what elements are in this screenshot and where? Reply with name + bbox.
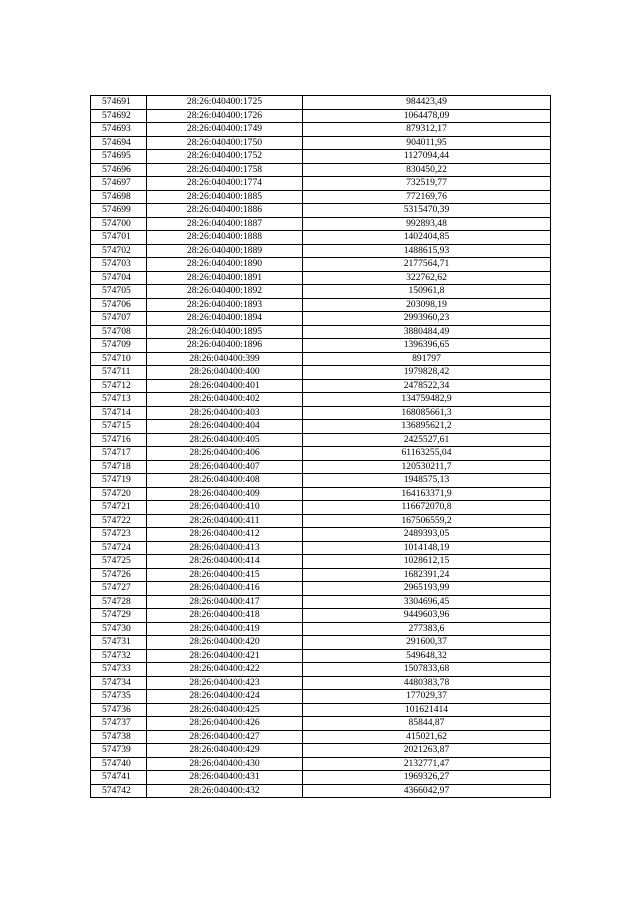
- cadastral-number-cell: 28:26:040400:409: [147, 487, 303, 501]
- cadastral-number-cell: 28:26:040400:403: [147, 406, 303, 420]
- table-row: [91, 460, 551, 474]
- value-cell: 1969326,27: [303, 771, 551, 785]
- cadastral-number-cell: 28:26:040400:1752: [147, 150, 303, 164]
- row-number-cell: 574708: [91, 325, 147, 339]
- value-cell: 549648,32: [303, 649, 551, 663]
- row-number-cell: 574741: [91, 771, 147, 785]
- value-cell: 167506559,2: [303, 514, 551, 528]
- row-number-cell: 574738: [91, 730, 147, 744]
- cadastral-number-cell: 28:26:040400:405: [147, 433, 303, 447]
- row-number-cell: 574691: [91, 96, 147, 110]
- cadastral-number-cell: 28:26:040400:406: [147, 447, 303, 461]
- value-cell: 984423,49: [303, 96, 551, 110]
- row-number-cell: 574718: [91, 460, 147, 474]
- value-cell: 136895621,2: [303, 420, 551, 434]
- table-row: [91, 784, 551, 798]
- row-number-cell: 574693: [91, 123, 147, 137]
- value-cell: 101621414: [303, 703, 551, 717]
- cadastral-number-cell: 28:26:040400:404: [147, 420, 303, 434]
- table-body: [91, 96, 551, 798]
- table-row: [91, 231, 551, 245]
- row-number-cell: 574730: [91, 622, 147, 636]
- table-row: [91, 352, 551, 366]
- row-number-cell: 574710: [91, 352, 147, 366]
- table-row: [91, 136, 551, 150]
- value-cell: 992893,48: [303, 217, 551, 231]
- value-cell: 3880484,49: [303, 325, 551, 339]
- row-number-cell: 574733: [91, 663, 147, 677]
- row-number-cell: 574721: [91, 501, 147, 515]
- row-number-cell: 574712: [91, 379, 147, 393]
- row-number-cell: 574713: [91, 393, 147, 407]
- value-cell: 5315470,39: [303, 204, 551, 218]
- table-row: [91, 366, 551, 380]
- cadastral-number-cell: 28:26:040400:416: [147, 582, 303, 596]
- cadastral-number-cell: 28:26:040400:426: [147, 717, 303, 731]
- row-number-cell: 574711: [91, 366, 147, 380]
- row-number-cell: 574707: [91, 312, 147, 326]
- table-row: [91, 474, 551, 488]
- value-cell: 891797: [303, 352, 551, 366]
- table-row: [91, 487, 551, 501]
- row-number-cell: 574739: [91, 744, 147, 758]
- row-number-cell: 574722: [91, 514, 147, 528]
- cadastral-number-cell: 28:26:040400:421: [147, 649, 303, 663]
- cadastral-number-cell: 28:26:040400:418: [147, 609, 303, 623]
- value-cell: 2021263,87: [303, 744, 551, 758]
- cadastral-number-cell: 28:26:040400:1885: [147, 190, 303, 204]
- value-cell: 277383,6: [303, 622, 551, 636]
- value-cell: 904011,95: [303, 136, 551, 150]
- value-cell: 120530211,7: [303, 460, 551, 474]
- value-cell: 2489393,05: [303, 528, 551, 542]
- table-row: [91, 339, 551, 353]
- value-cell: 2132771,47: [303, 757, 551, 771]
- value-cell: 164163371,9: [303, 487, 551, 501]
- row-number-cell: 574704: [91, 271, 147, 285]
- table-row: [91, 703, 551, 717]
- table-row: [91, 568, 551, 582]
- value-cell: 1014148,19: [303, 541, 551, 555]
- row-number-cell: 574726: [91, 568, 147, 582]
- value-cell: 415021,62: [303, 730, 551, 744]
- cadastral-number-cell: 28:26:040400:402: [147, 393, 303, 407]
- table-row: [91, 744, 551, 758]
- cadastral-number-cell: 28:26:040400:1890: [147, 258, 303, 272]
- row-number-cell: 574700: [91, 217, 147, 231]
- table-row: [91, 271, 551, 285]
- cadastral-number-cell: 28:26:040400:429: [147, 744, 303, 758]
- cadastral-number-cell: 28:26:040400:1889: [147, 244, 303, 258]
- row-number-cell: 574715: [91, 420, 147, 434]
- cadastral-number-cell: 28:26:040400:420: [147, 636, 303, 650]
- table-row: [91, 609, 551, 623]
- row-number-cell: 574694: [91, 136, 147, 150]
- table-row: [91, 217, 551, 231]
- value-cell: 1682391,24: [303, 568, 551, 582]
- cadastral-number-cell: 28:26:040400:425: [147, 703, 303, 717]
- cadastral-number-cell: 28:26:040400:430: [147, 757, 303, 771]
- value-cell: 150961,8: [303, 285, 551, 299]
- value-cell: 3304696,45: [303, 595, 551, 609]
- value-cell: 772169,76: [303, 190, 551, 204]
- row-number-cell: 574729: [91, 609, 147, 623]
- table-row: [91, 514, 551, 528]
- cadastral-number-cell: 28:26:040400:1893: [147, 298, 303, 312]
- row-number-cell: 574735: [91, 690, 147, 704]
- table-row: [91, 163, 551, 177]
- row-number-cell: 574740: [91, 757, 147, 771]
- row-number-cell: 574696: [91, 163, 147, 177]
- table-row: [91, 541, 551, 555]
- value-cell: 1402404,85: [303, 231, 551, 245]
- value-cell: 1507833,68: [303, 663, 551, 677]
- cadastral-number-cell: 28:26:040400:407: [147, 460, 303, 474]
- cadastral-number-cell: 28:26:040400:432: [147, 784, 303, 798]
- row-number-cell: 574702: [91, 244, 147, 258]
- value-cell: 2425527,61: [303, 433, 551, 447]
- table-row: [91, 190, 551, 204]
- row-number-cell: 574731: [91, 636, 147, 650]
- value-cell: 85844,87: [303, 717, 551, 731]
- cadastral-number-cell: 28:26:040400:417: [147, 595, 303, 609]
- table-row: [91, 285, 551, 299]
- value-cell: 1064478,09: [303, 109, 551, 123]
- row-number-cell: 574732: [91, 649, 147, 663]
- table-row: [91, 555, 551, 569]
- table-row: [91, 636, 551, 650]
- table-row: [91, 379, 551, 393]
- value-cell: 134759482,9: [303, 393, 551, 407]
- row-number-cell: 574723: [91, 528, 147, 542]
- value-cell: 168085661,3: [303, 406, 551, 420]
- cadastral-number-cell: 28:26:040400:1726: [147, 109, 303, 123]
- cadastral-number-cell: 28:26:040400:408: [147, 474, 303, 488]
- value-cell: 2993960,23: [303, 312, 551, 326]
- cadastral-number-cell: 28:26:040400:1749: [147, 123, 303, 137]
- row-number-cell: 574709: [91, 339, 147, 353]
- row-number-cell: 574703: [91, 258, 147, 272]
- row-number-cell: 574697: [91, 177, 147, 191]
- row-number-cell: 574714: [91, 406, 147, 420]
- cadastral-number-cell: 28:26:040400:431: [147, 771, 303, 785]
- cadastral-number-cell: 28:26:040400:410: [147, 501, 303, 515]
- value-cell: 203098,19: [303, 298, 551, 312]
- table-row: [91, 771, 551, 785]
- cadastral-number-cell: 28:26:040400:424: [147, 690, 303, 704]
- value-cell: 291600,37: [303, 636, 551, 650]
- table-row: [91, 123, 551, 137]
- value-cell: 1948575,13: [303, 474, 551, 488]
- row-number-cell: 574724: [91, 541, 147, 555]
- cadastral-number-cell: 28:26:040400:1891: [147, 271, 303, 285]
- row-number-cell: 574742: [91, 784, 147, 798]
- value-cell: 322762,62: [303, 271, 551, 285]
- table-row: [91, 177, 551, 191]
- table-row: [91, 150, 551, 164]
- value-cell: 2478522,34: [303, 379, 551, 393]
- value-cell: 732519,77: [303, 177, 551, 191]
- row-number-cell: 574692: [91, 109, 147, 123]
- table-row: [91, 730, 551, 744]
- cadastral-number-cell: 28:26:040400:1758: [147, 163, 303, 177]
- row-number-cell: 574695: [91, 150, 147, 164]
- table-row: [91, 595, 551, 609]
- cadastral-number-cell: 28:26:040400:401: [147, 379, 303, 393]
- cadastral-number-cell: 28:26:040400:1774: [147, 177, 303, 191]
- table-row: [91, 420, 551, 434]
- row-number-cell: 574727: [91, 582, 147, 596]
- value-cell: 1127094,44: [303, 150, 551, 164]
- row-number-cell: 574701: [91, 231, 147, 245]
- table-row: [91, 528, 551, 542]
- cadastral-number-cell: 28:26:040400:415: [147, 568, 303, 582]
- table-row: [91, 757, 551, 771]
- row-number-cell: 574736: [91, 703, 147, 717]
- cadastral-number-cell: 28:26:040400:427: [147, 730, 303, 744]
- row-number-cell: 574699: [91, 204, 147, 218]
- value-cell: 830450,22: [303, 163, 551, 177]
- cadastral-number-cell: 28:26:040400:412: [147, 528, 303, 542]
- row-number-cell: 574734: [91, 676, 147, 690]
- value-cell: 116672070,8: [303, 501, 551, 515]
- table-row: [91, 690, 551, 704]
- cadastral-number-cell: 28:26:040400:400: [147, 366, 303, 380]
- table-row: [91, 447, 551, 461]
- value-cell: 1396396,65: [303, 339, 551, 353]
- row-number-cell: 574705: [91, 285, 147, 299]
- table-row: [91, 649, 551, 663]
- table-row: [91, 663, 551, 677]
- cadastral-number-cell: 28:26:040400:1892: [147, 285, 303, 299]
- cadastral-number-cell: 28:26:040400:411: [147, 514, 303, 528]
- table-row: [91, 676, 551, 690]
- cadastral-number-cell: 28:26:040400:1887: [147, 217, 303, 231]
- table-row: [91, 258, 551, 272]
- table-row: [91, 501, 551, 515]
- cadastral-number-cell: 28:26:040400:413: [147, 541, 303, 555]
- cadastral-number-cell: 28:26:040400:419: [147, 622, 303, 636]
- cadastral-number-cell: 28:26:040400:423: [147, 676, 303, 690]
- cadastral-value-table: [90, 95, 551, 798]
- table-row: [91, 312, 551, 326]
- row-number-cell: 574698: [91, 190, 147, 204]
- row-number-cell: 574720: [91, 487, 147, 501]
- value-cell: 61163255,04: [303, 447, 551, 461]
- value-cell: 1488615,93: [303, 244, 551, 258]
- cadastral-number-cell: 28:26:040400:414: [147, 555, 303, 569]
- value-cell: 2965193,99: [303, 582, 551, 596]
- value-cell: 2177564,71: [303, 258, 551, 272]
- table-row: [91, 109, 551, 123]
- table-row: [91, 717, 551, 731]
- table-row: [91, 406, 551, 420]
- cadastral-number-cell: 28:26:040400:1725: [147, 96, 303, 110]
- cadastral-number-cell: 28:26:040400:422: [147, 663, 303, 677]
- table-row: [91, 244, 551, 258]
- table-row: [91, 325, 551, 339]
- row-number-cell: 574717: [91, 447, 147, 461]
- row-number-cell: 574706: [91, 298, 147, 312]
- row-number-cell: 574728: [91, 595, 147, 609]
- cadastral-number-cell: 28:26:040400:1895: [147, 325, 303, 339]
- row-number-cell: 574716: [91, 433, 147, 447]
- row-number-cell: 574737: [91, 717, 147, 731]
- table-row: [91, 393, 551, 407]
- value-cell: 9449603,96: [303, 609, 551, 623]
- value-cell: 1028612,15: [303, 555, 551, 569]
- table-row: [91, 204, 551, 218]
- cadastral-number-cell: 28:26:040400:1750: [147, 136, 303, 150]
- value-cell: 1979828,42: [303, 366, 551, 380]
- row-number-cell: 574719: [91, 474, 147, 488]
- cadastral-number-cell: 28:26:040400:1894: [147, 312, 303, 326]
- cadastral-number-cell: 28:26:040400:1888: [147, 231, 303, 245]
- value-cell: 879312,17: [303, 123, 551, 137]
- table-row: [91, 622, 551, 636]
- table-row: [91, 298, 551, 312]
- cadastral-number-cell: 28:26:040400:399: [147, 352, 303, 366]
- table-row: [91, 433, 551, 447]
- value-cell: 4366042,97: [303, 784, 551, 798]
- table-row: [91, 96, 551, 110]
- cadastral-number-cell: 28:26:040400:1886: [147, 204, 303, 218]
- value-cell: 177029,37: [303, 690, 551, 704]
- table-row: [91, 582, 551, 596]
- row-number-cell: 574725: [91, 555, 147, 569]
- cadastral-number-cell: 28:26:040400:1896: [147, 339, 303, 353]
- value-cell: 4480383,78: [303, 676, 551, 690]
